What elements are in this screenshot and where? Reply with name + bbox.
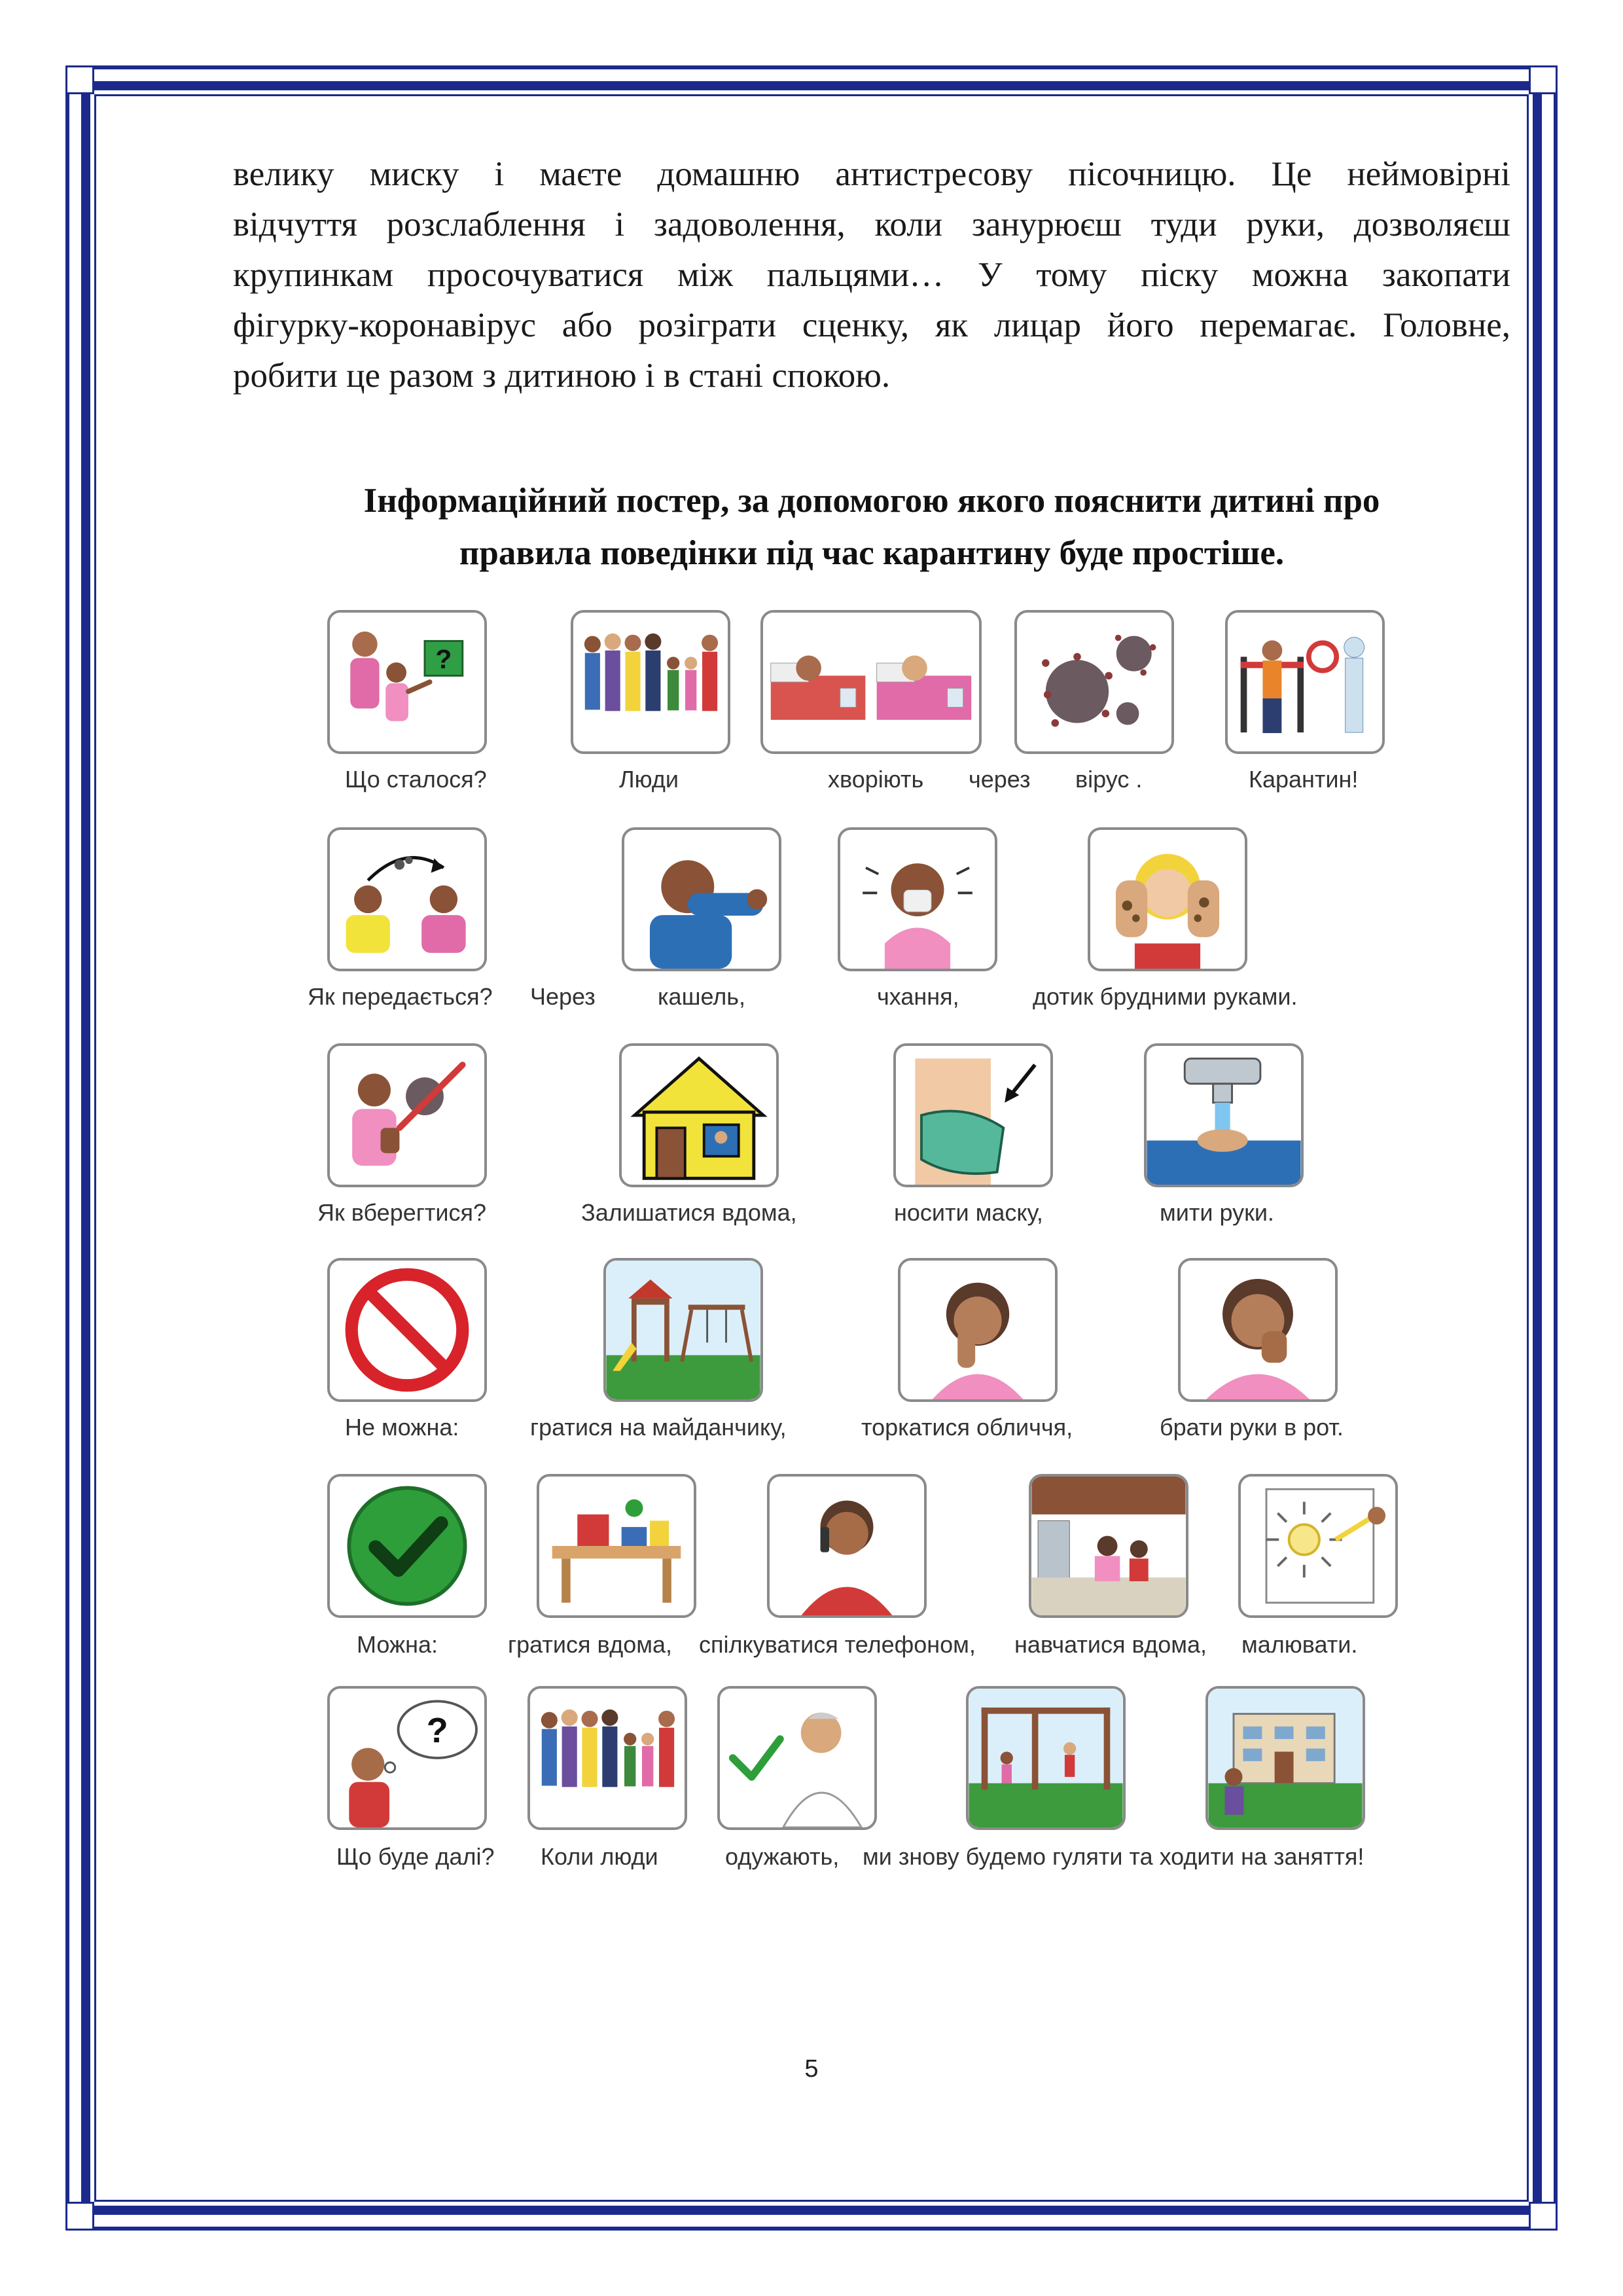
- paragraph-line: відчуття розслаблення і задоволення, коли занурюєш туди руки, дозволяєш: [233, 206, 1510, 243]
- pictogram-study-home: [1029, 1474, 1188, 1618]
- caption-touch-face: торкатися обличчя,: [861, 1414, 1073, 1441]
- caption-quarantine: Карантин!: [1249, 766, 1359, 793]
- border-corner-top-right: [1529, 65, 1558, 94]
- pictogram-playground: [603, 1258, 763, 1402]
- caption-draw: малювати.: [1241, 1631, 1358, 1658]
- caption-virus: вірус .: [1075, 766, 1143, 793]
- paragraph-line: велику миску і маєте домашню антистресову пісочницю. Це неймовірні: [233, 155, 1510, 193]
- poster-title-line: Інформаційний постер, за допомогою якого пояснити дитині про: [363, 482, 1380, 520]
- caption-how-transmitted: Як передається?: [308, 983, 493, 1010]
- pictogram-stay-home: [619, 1043, 779, 1187]
- caption-cough: кашель,: [658, 983, 746, 1010]
- caption-play-home: гратися вдома,: [508, 1631, 672, 1658]
- caption-dirty-hands: дотик брудними руками.: [1033, 983, 1298, 1010]
- caption-because-of: через: [969, 766, 1031, 793]
- pictogram-forbidden: [327, 1258, 487, 1402]
- pictogram-touch-face: [898, 1258, 1058, 1402]
- pictogram-wear-mask: [893, 1043, 1053, 1187]
- pictogram-sick-people: [760, 610, 982, 754]
- caption-cannot: Не можна:: [345, 1414, 459, 1441]
- pictogram-what-next: [327, 1686, 487, 1830]
- pictogram-people-2: [527, 1686, 687, 1830]
- pictogram-draw: [1238, 1474, 1398, 1618]
- caption-people: Люди: [619, 766, 679, 793]
- pictogram-phone-call: [767, 1474, 927, 1618]
- pictogram-outdoor-swings: [966, 1686, 1126, 1830]
- pictogram-wash-hands: [1144, 1043, 1304, 1187]
- pictogram-what-happened: [327, 610, 487, 754]
- body-paragraph: [233, 149, 1510, 401]
- caption-wash-hands: мити руки.: [1160, 1199, 1274, 1226]
- pictogram-people: [571, 610, 730, 754]
- caption-play-playground: гратися на майданчику,: [530, 1414, 787, 1441]
- caption-what-happened: Що сталося?: [345, 766, 487, 793]
- caption-through: Через: [530, 983, 596, 1010]
- poster-title-line: правила поведінки під час карантину буде простіше.: [459, 534, 1285, 572]
- pictogram-hands-in-mouth: [1178, 1258, 1338, 1402]
- pictogram-how-protect: [327, 1043, 487, 1187]
- page-border-inner: [94, 94, 1529, 2202]
- paragraph-line: крупинкам просочуватися між пальцями… У тому піску можна закопати: [233, 256, 1510, 294]
- poster-title: [233, 475, 1510, 579]
- caption-stay-home: Залишатися вдома,: [581, 1199, 797, 1226]
- caption-get-sick: хворіють: [828, 766, 924, 793]
- pictogram-how-transmitted: [327, 827, 487, 971]
- caption-what-next: Що буде далі?: [336, 1843, 495, 1870]
- caption-can: Можна:: [357, 1631, 438, 1658]
- page-number: 5: [804, 2055, 819, 2083]
- caption-phone: спілкуватися телефоном,: [699, 1631, 976, 1658]
- caption-sneeze: чхання,: [877, 983, 959, 1010]
- paragraph-line: робити це разом з дитиною і в стані спокою.: [233, 357, 891, 395]
- pictogram-allowed: [327, 1474, 487, 1618]
- border-corner-bottom-right: [1529, 2202, 1558, 2231]
- pictogram-school: [1205, 1686, 1365, 1830]
- svg-text:?: ?: [435, 643, 452, 674]
- paragraph-line: фігурку-коронавірус або розіграти сценку, як лицар його перемагає. Головне,: [233, 306, 1510, 344]
- pictogram-play-home: [537, 1474, 696, 1618]
- caption-wear-mask: носити маску,: [894, 1199, 1043, 1226]
- border-corner-top-left: [65, 65, 94, 94]
- pictogram-dirty-hands: [1088, 827, 1247, 971]
- caption-walk-again: ми знову будемо гуляти та ходити на заняття!: [863, 1843, 1364, 1870]
- pictogram-cough: [622, 827, 781, 971]
- svg-text:?: ?: [426, 1710, 448, 1750]
- caption-hands-in-mouth: брати руки в рот.: [1160, 1414, 1344, 1441]
- border-corner-bottom-left: [65, 2202, 94, 2231]
- pictogram-quarantine: [1225, 610, 1385, 754]
- caption-how-protect: Як вберегтися?: [317, 1199, 486, 1226]
- caption-when-people: Коли люди: [541, 1843, 658, 1870]
- caption-study-home: навчатися вдома,: [1014, 1631, 1207, 1658]
- pictogram-sneeze: [838, 827, 997, 971]
- pictogram-doctor: [717, 1686, 877, 1830]
- caption-recover: одужають,: [725, 1843, 840, 1870]
- pictogram-virus: [1014, 610, 1174, 754]
